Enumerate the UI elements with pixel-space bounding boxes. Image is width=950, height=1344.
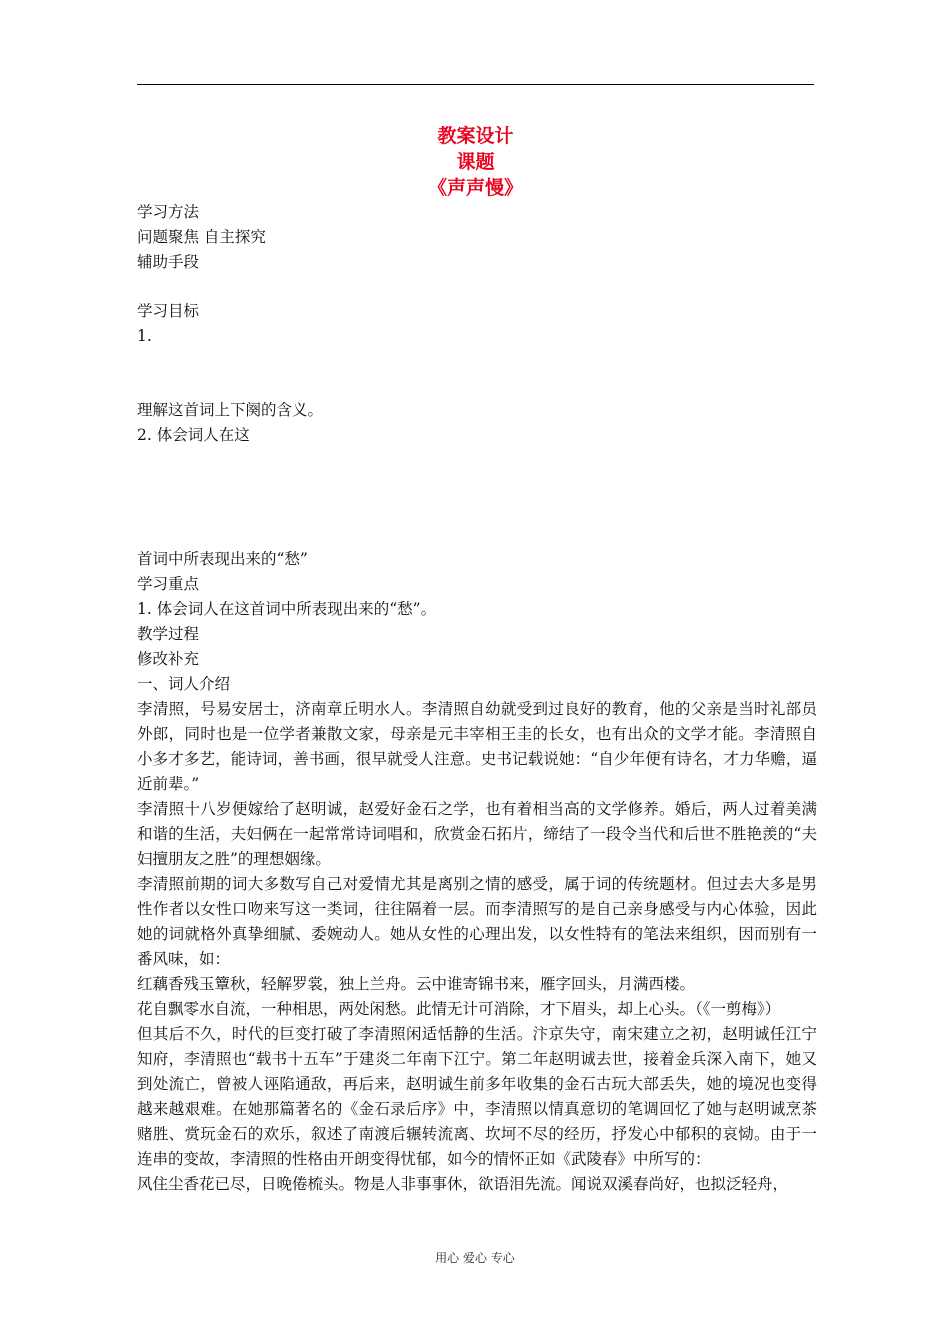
heading-study-method: 学习方法: [137, 203, 200, 221]
heading-revision: 修改补充: [137, 650, 200, 668]
page-footer: 用心 爱心 专心: [435, 1251, 515, 1265]
poem-wulingchun: 风住尘香花已尽，日晚倦梳头。物是人非事事休，欲语泪先流。闻说双溪春尚好，也拟泛轻舟，: [137, 1175, 789, 1193]
heading-teaching-process: 教学过程: [137, 625, 200, 643]
paragraph-biography: 李清照，号易安居士，济南章丘明水人。李清照自幼就受到过良好的教育，他的父亲是当时礼部员外郎，同时也是一位学者兼散文家，母亲是元丰宰相王圭的长女，也有出众的文学才能。李清照自小多才多艺，能诗词，善书画，很早就受人注意。史书记载说她：“自少年便有诗名，才力华赡，逼近前辈。”: [137, 700, 817, 793]
objective-1-text: 理解这首词上下阕的含义。: [137, 401, 324, 419]
study-method-text: 问题聚焦 自主探究: [137, 228, 266, 246]
paragraph-early-works: 李清照前期的词大多数写自己对爱情尤其是离别之情的感受，属于词的传统题材。但过去大多是男性作者以女性口吻来写这一类词，往往隔着一层。而李清照写的是自己亲身感受与内心体验，因此她的词就格外真挚细腻、委婉动人。她从女性的心理出发，以女性特有的笔法来组织，因而别有一番风味，如：: [137, 875, 817, 968]
lesson-label: 课题: [456, 151, 495, 173]
paragraph-later-life: 但其后不久，时代的巨变打破了李清照闲适恬静的生活。汴京失守，南宋建立之初，赵明诚任江宁知府，李清照也“载书十五车”于建炎二年南下江宁。第二年赵明诚去世，接着金兵深入南下，她又到处流亡，曾被人诬陷通敌，再后来，赵明诚生前多年收集的金石古玩大部丢失，她的境况也变得越来越艰难。在她那篇著名的《金石录后序》中，李清照以情真意切的笔调回忆了她与赵明诚烹茶赌胜、赏玩金石的欢乐，叙述了南渡后辗转流离、坎坷不尽的经历，抒发心中郁积的哀恸。由于一连串的变故，李清照的性格由开朗变得忧郁，如今的情怀正如《武陵春》中所写的：: [137, 1025, 817, 1168]
title-block: [137, 123, 814, 201]
poem-line-2: 花自飘零水自流，一种相思，两处闲愁。此情无计可消除，才下眉头，却上心头。（《一剪梅》）: [137, 1000, 781, 1018]
section-poet-intro: 一、词人介绍: [137, 675, 231, 693]
heading-objectives: 学习目标: [137, 302, 200, 320]
heading-key-points: 学习重点: [137, 575, 200, 593]
key-point-1: 1. 体会词人在这首词中所表现出来的“愁”。: [137, 600, 437, 618]
poem-line-1: 红藕香残玉簟秋，轻解罗裳，独上兰舟。云中谁寄锦书来，雁字回头，月满西楼。: [137, 975, 696, 993]
paragraph-marriage: 李清照十八岁便嫁给了赵明诚，赵爱好金石之学，也有着相当高的文学修养。婚后，两人过着美满和谐的生活，夫妇俩在一起常常诗词唱和，欣赏金石拓片，缔结了一段令当代和后世不胜艳羡的“夫妇擅朋友之胜”的理想姻缘。: [137, 800, 817, 868]
objective-number-1: 1.: [137, 327, 152, 345]
header-rule: [137, 84, 814, 85]
body-text: [137, 697, 817, 1197]
objective-2-start: 2. 体会词人在这: [137, 426, 250, 444]
lesson-title: 《声声慢》: [427, 177, 523, 199]
objective-2-end: 首词中所表现出来的“愁”: [137, 550, 308, 568]
doc-title: 教案设计: [437, 125, 514, 147]
heading-aids: 辅助手段: [137, 253, 200, 271]
